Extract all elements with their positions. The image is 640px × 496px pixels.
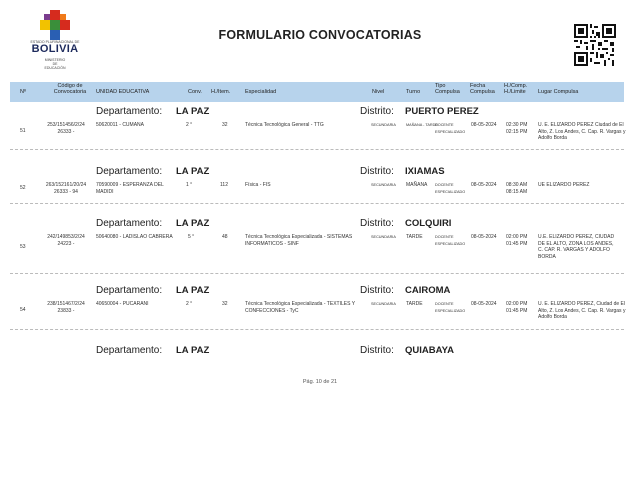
row-num: 51 xyxy=(20,128,26,134)
row-codigo: 238/151467/2/24 23833 - xyxy=(47,301,85,314)
table-row xyxy=(0,234,640,274)
row-unidad: 70590009 - ESPERANZA DEL MADIDI xyxy=(96,182,164,195)
row-divider xyxy=(10,203,624,204)
distrito-value: CAIROMA xyxy=(405,285,451,296)
row-hcomp: 02:00 PM 01:45 PM xyxy=(506,301,528,314)
row-nivel: SECUNDARIA xyxy=(371,183,396,187)
departamento-value: LA PAZ xyxy=(176,285,210,296)
header-num: Nº xyxy=(20,89,26,95)
row-especialidad: Técnica Tecnológica Especializada - SISTEMAS INFORMATICOS - SINF xyxy=(245,234,353,247)
row-turno: TARDE xyxy=(406,301,423,307)
row-tipo: DOCENTE ESPECIALIZADO xyxy=(435,123,466,134)
row-fecha: 08-05-2024 xyxy=(471,234,497,240)
row-horas: 112 xyxy=(220,182,228,188)
row-lugar: UE ELIZARDO PEREZ xyxy=(538,182,590,188)
section-puerto-perez xyxy=(0,105,640,155)
header-conv: Conv. xyxy=(188,89,202,95)
section-cairoma xyxy=(0,285,640,333)
row-conv: 1 ° xyxy=(186,182,193,188)
row-especialidad: Técnica Tecnológica Especializada - TEXTILES Y CONFECCIONES - TyC xyxy=(245,301,355,314)
row-lugar: U. E. ELIZARDO PEREZ Ciudad de El Alto, Z. Los Andes, C. Cap. R. Vargas y Adolfo Borda xyxy=(538,122,626,141)
table-header xyxy=(10,82,624,102)
departamento-label: Departamento: xyxy=(96,218,163,229)
distrito-label: Distrito: xyxy=(360,218,394,229)
row-codigo: 263/152161/20/24 26333 - 94 xyxy=(45,182,87,195)
section-quiabaya xyxy=(0,345,640,361)
distrito-value: COLQUIRI xyxy=(405,218,452,229)
ministry-logo xyxy=(30,10,80,74)
qr-code-icon xyxy=(574,24,616,66)
header-unidad: UNIDAD EDUCATIVA xyxy=(96,89,150,95)
departamento-value: LA PAZ xyxy=(176,218,210,229)
row-horas: 48 xyxy=(222,234,228,240)
header-turno: Turno xyxy=(406,89,421,95)
row-lugar: U.E. ELIZARDO PEREZ, CIUDAD DE EL ALTO, ZONA LOS ANDES, C. CAP. R. VARGAS Y ADOLFO BORDA xyxy=(538,234,615,260)
row-turno: MAÑANA xyxy=(406,182,428,188)
logo-country-text: BOLIVIA xyxy=(31,43,79,55)
row-fecha: 08-05-2024 xyxy=(471,122,497,128)
row-divider xyxy=(10,149,624,150)
row-tipo: DOCENTE ESPECIALIZADO xyxy=(435,183,466,194)
header-tipo: Tipo Compulsa xyxy=(435,83,460,95)
row-nivel: SECUNDARIA xyxy=(371,123,396,127)
header-fecha: Fecha Compulsa xyxy=(470,83,495,95)
departamento-value: LA PAZ xyxy=(176,345,210,356)
header-hcomp: H./Comp. H./Limite xyxy=(504,83,528,95)
row-hcomp: 02:00 PM 01:45 PM xyxy=(506,234,528,247)
departamento-value: LA PAZ xyxy=(176,106,210,117)
logo-ministry-text: MINISTERIO DE EDUCACIÓN xyxy=(44,58,66,70)
header-especialidad: Especialidad xyxy=(245,89,277,95)
row-nivel: SECUNDARIA xyxy=(371,235,396,239)
row-conv: 5 ° xyxy=(188,234,195,240)
logo-state-text: ESTADO PLURINACIONAL DE xyxy=(30,40,80,44)
departamento-label: Departamento: xyxy=(96,166,163,177)
departamento-value: LA PAZ xyxy=(176,166,210,177)
row-fecha: 08-05-2024 xyxy=(471,301,497,307)
row-num: 54 xyxy=(20,307,26,313)
row-tipo: DOCENTE ESPECIALIZADO xyxy=(435,302,466,313)
row-especialidad: Física - FIS xyxy=(245,182,271,188)
header-codigo: Código de Convocatoria xyxy=(53,83,87,95)
section-ixiamas xyxy=(0,166,640,206)
row-unidad: 50620011 - CUMANA xyxy=(96,122,144,128)
header-horas: H./Item. xyxy=(211,89,231,95)
row-codigo: 253/151456/2/24 26333 - xyxy=(47,122,85,135)
row-horas: 32 xyxy=(222,301,228,307)
row-turno: MAÑANA - TARDE xyxy=(406,123,438,127)
page-title: FORMULARIO CONVOCATORIAS xyxy=(218,28,422,42)
table-row xyxy=(0,122,640,150)
section-colquiri xyxy=(0,218,640,276)
distrito-value: QUIABAYA xyxy=(405,345,454,356)
row-conv: 2 ° xyxy=(186,301,193,307)
row-especialidad: Técnica Tecnológica General - TTG xyxy=(245,122,324,128)
row-tipo: DOCENTE ESPECIALIZADO xyxy=(435,235,466,246)
row-divider xyxy=(10,329,624,330)
row-conv: 2 ° xyxy=(186,122,193,128)
row-horas: 32 xyxy=(222,122,228,128)
table-row xyxy=(0,182,640,202)
row-lugar: U. E. ELIZARDO PEREZ, Ciudad de El Alto, Z. Los Andes, C. Cap. R. Vargas y Adolfo Borda xyxy=(538,301,626,320)
row-turno: TARDE xyxy=(406,234,423,240)
distrito-label: Distrito: xyxy=(360,285,394,296)
row-num: 52 xyxy=(20,185,26,191)
distrito-label: Distrito: xyxy=(360,106,394,117)
header-nivel: Nivel xyxy=(372,89,385,95)
row-codigo: 242/149853/2/24 24223 - xyxy=(47,234,85,247)
row-unidad: 40650004 - PUCARANI xyxy=(96,301,149,307)
distrito-value: IXIAMAS xyxy=(405,166,445,177)
distrito-value: PUERTO PEREZ xyxy=(405,106,479,117)
distrito-label: Distrito: xyxy=(360,166,394,177)
row-fecha: 08-05-2024 xyxy=(471,182,497,188)
departamento-label: Departamento: xyxy=(96,285,163,296)
row-divider xyxy=(10,273,624,274)
page-number: Pág. 10 de 21 xyxy=(302,379,338,385)
table-row xyxy=(0,301,640,329)
row-hcomp: 08:30 AM 08:15 AM xyxy=(506,182,528,195)
row-num: 53 xyxy=(20,244,26,250)
row-unidad: 50640080 - LADISLAO CABRERA xyxy=(96,234,173,240)
distrito-label: Distrito: xyxy=(360,345,394,356)
departamento-label: Departamento: xyxy=(96,106,163,117)
departamento-label: Departamento: xyxy=(96,345,163,356)
header-lugar: Lugar Compulsa xyxy=(538,89,579,95)
row-nivel: SECUNDARIA xyxy=(371,302,396,306)
row-hcomp: 02:30 PM 02:15 PM xyxy=(506,122,528,135)
